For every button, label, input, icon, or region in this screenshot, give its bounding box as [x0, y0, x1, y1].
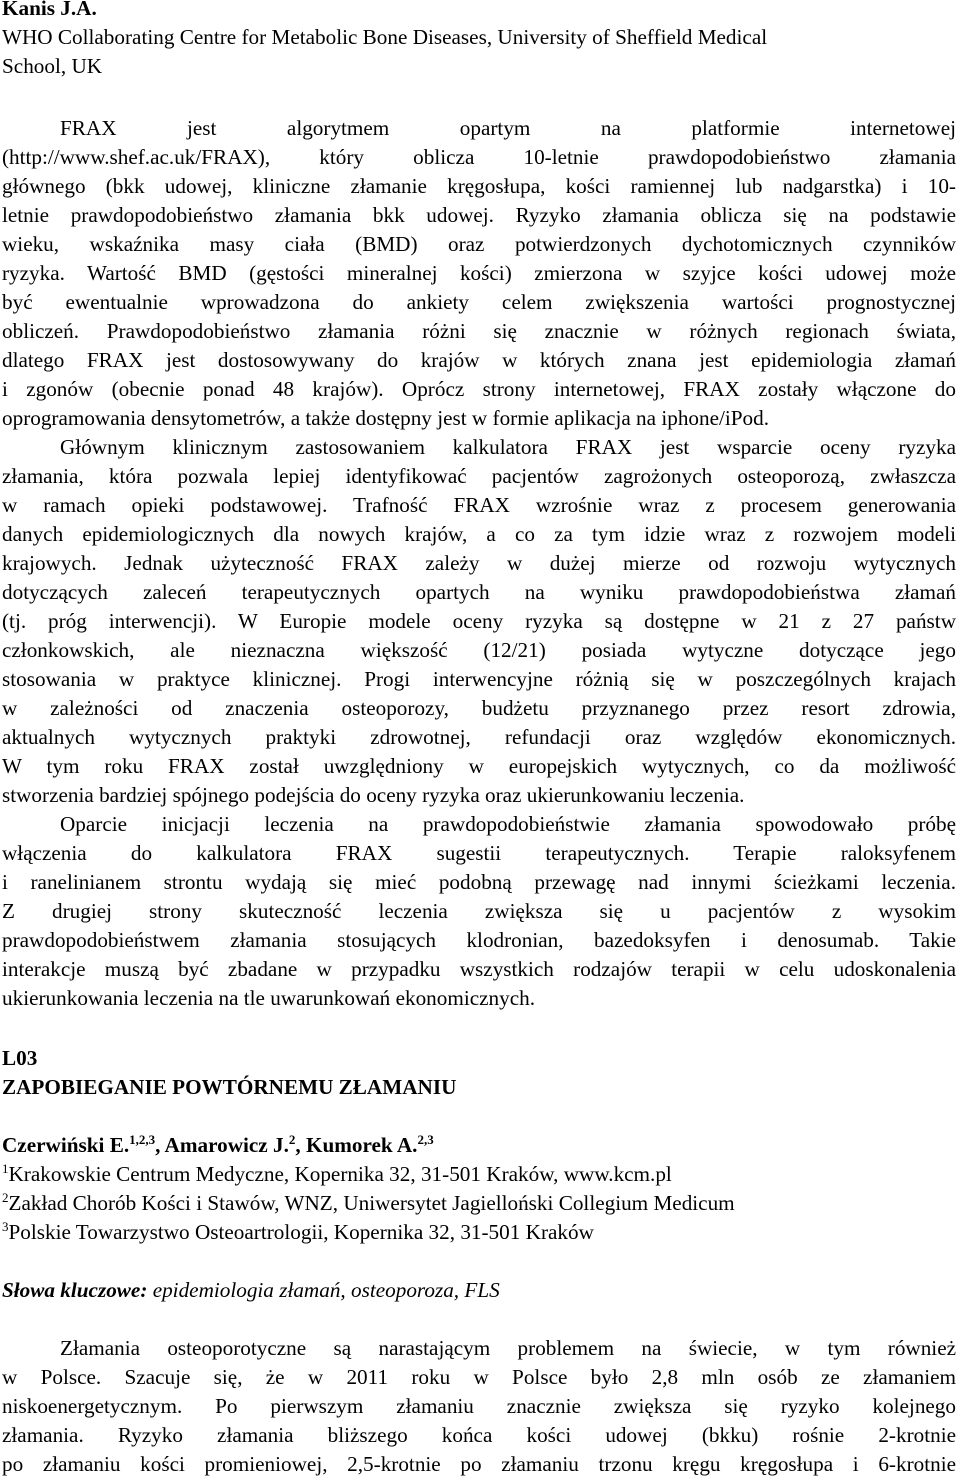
body-line: stosowania w praktyce klinicznej. Progi interwencyjne różnią się w poszczególnych krajach: [2, 667, 956, 691]
body-line: letnie prawdopodobieństwo złamania bkk udowej. Ryzyko złamania oblicza się na podstawie: [2, 203, 956, 227]
body-line: W tym roku FRAX został uwzględniony w europejskich wytycznych, co da możliwość: [2, 754, 956, 778]
affiliation-line: School, UK: [2, 54, 103, 78]
body-line: FRAX jest algorytmem opartym na platformie internetowej: [60, 116, 956, 140]
body-line: stworzenia bardziej spójnego podejścia do oceny ryzyka oraz ukierunkowaniu leczenia.: [2, 783, 745, 807]
body-line: oprogramowania densytometrów, a także dostępny jest w formie aplikacja na iphone/iPod.: [2, 406, 770, 430]
keywords-label: Słowa kluczowe:: [2, 1278, 148, 1302]
section-title-block: [2, 1073, 956, 1102]
affiliation-line: $^2$Zakład Chorób Kości i Stawów, WNZ, Uniwersytet Jagielloński Collegium Medicum: [2, 1190, 735, 1215]
affiliation-line: WHO Collaborating Centre for Metabolic Bone Diseases, University of Sheffield Medical: [2, 25, 768, 49]
keywords-line: [2, 1276, 956, 1305]
affiliation-number: 2: [2, 1190, 9, 1205]
affiliation-line: $^3$Polskie Towarzystwo Osteoartrologii, Kopernika 32, 31-501 Kraków: [2, 1219, 594, 1244]
keywords-block: [2, 1276, 956, 1305]
body-line: w zależności od znaczenia osteoporozy, budżetu przyznanego przez resort zdrowia,: [2, 696, 956, 720]
body-line: (tj. próg interwencji). W Europie modele oceny ryzyka są dostępne w 21 z 27 państw: [2, 609, 956, 633]
body-line: krajowych. Jednak użyteczność FRAX zależy w dużej mierze od rozwoju wytycznych: [2, 551, 956, 575]
body-line: danych epidemiologicznych dla nowych krajów, a co za tym idzie wraz z rozwojem modeli: [2, 522, 956, 546]
affiliation-number: 1: [2, 1161, 9, 1176]
body-line: dlatego FRAX jest dostosowywany do krajów w których znana jest epidemiologia złamań: [2, 348, 956, 372]
body-line: po złamaniu kości promieniowej, 2,5-krotnie po złamaniu trzonu kręgu kręgosłupa i 6-krotnie: [2, 1452, 956, 1476]
body-line: (http://www.shef.ac.uk/FRAX), który oblicza 10-letnie prawdopodobieństwo złamania: [2, 145, 956, 169]
body-line: być ewentualnie wprowadzona do ankiety celem zwiększenia wartości prognostycznej: [2, 290, 956, 314]
affiliation-line: $^1$Krakowskie Centrum Medyczne, Kopernika 32, 31-501 Kraków, www.kcm.pl: [2, 1161, 672, 1186]
body-line: głównego (bkk udowej, kliniczne złamanie kręgosłupa, kości ramiennej lub nadgarstka) i 10-: [2, 174, 956, 198]
body-line: Złamania osteoporotyczne są narastającym problemem na świecie, w tym również: [60, 1336, 956, 1360]
author-name: , Amarowicz J.: [155, 1133, 289, 1157]
body-line: złamania. Ryzyko złamania bliższego końca kości udowej (bkku) rośnie 2-krotnie: [2, 1423, 956, 1447]
body-line: ukierunkowania leczenia na tle uwarunkowań ekonomicznych.: [2, 986, 536, 1010]
author-superscript: 1,2,3: [129, 1132, 156, 1147]
abstract-title: ZAPOBIEGANIE POWTÓRNEMU ZŁAMANIU: [2, 1075, 457, 1099]
abstract-code: L03: [2, 1046, 38, 1070]
body-line: ryzyka. Wartość BMD (gęstości mineralnej kości) zmierzona w szyjce kości udowej może: [2, 261, 956, 285]
body-line: interakcje muszą być zbadane w przypadku wszystkich rodzajów terapii w celu udoskonalenia: [2, 957, 956, 981]
authors-block: [2, 1131, 956, 1247]
body-line: w Polsce. Szacuje się, że w 2011 roku w Polsce było 2,8 mln osób ze złamaniem: [2, 1365, 956, 1389]
body-line: Oparcie inicjacji leczenia na prawdopodobieństwie złamania spowodowało próbę: [60, 812, 956, 836]
body-line: Z drugiej strony skuteczność leczenia zwiększa się u pacjentów z wysokim: [2, 899, 956, 923]
body-line: niskoenergetycznym. Po pierwszym złamaniu znacznie zwiększa się ryzyko kolejnego: [2, 1394, 956, 1418]
body-line: członkowskich, ale nieznaczna większość (12/21) posiada wytyczne dotyczące jego: [2, 638, 956, 662]
author-superscript: 2: [288, 1132, 296, 1147]
body-line: prawdopodobieństwem złamania stosujących klodronian, bazedoksyfen i denosumab. Takie: [2, 928, 956, 952]
body-line: w ramach opieki podstawowej. Trafność FRAX wzrośnie wraz z procesem generowania: [2, 493, 956, 517]
affiliation-number: 3: [2, 1219, 9, 1234]
author-superscript: 2,3: [417, 1132, 434, 1147]
body-line: włączenia do kalkulatora FRAX sugestii terapeutycznych. Terapie raloksyfenem: [2, 841, 956, 865]
author-name: Kanis J.A.: [2, 0, 97, 20]
keywords-text: epidemiologia złamań, osteoporoza, FLS: [147, 1278, 500, 1302]
body-line: Głównym klinicznym zastosowaniem kalkulatora FRAX jest wsparcie oceny ryzyka: [60, 435, 956, 459]
body-line: obliczeń. Prawdopodobieństwo złamania różni się znacznie w różnych regionach świata,: [2, 319, 956, 343]
body-line: dotyczących zaleceń terapeutycznych opartych na wyniku prawdopodobieństwa złamań: [2, 580, 956, 604]
body-line: wieku, wskaźnika masy ciała (BMD) oraz potwierdzonych dychotomicznych czynników: [2, 232, 956, 256]
abstract-header: [2, 0, 956, 81]
section-body: [2, 1334, 956, 1479]
author-list: [2, 1131, 956, 1160]
body-line: i zgonów (obecnie ponad 48 krajów). Oprócz strony internetowej, FRAX zostały włączone do: [2, 377, 956, 401]
body-line: i ranelinianem strontu wydają się mieć podobną przewagę nad innymi ścieżkami leczenia.: [2, 870, 956, 894]
body-line: złamania, która pozwala lepiej identyfikować pacjentów zagrożonych osteoporozą, zwłaszcza: [2, 464, 956, 488]
author-name: , Kumorek A.: [295, 1133, 418, 1157]
abstract-body: [2, 114, 956, 1013]
author-name: Czerwiński E.: [2, 1133, 130, 1157]
body-line: aktualnych wytycznych praktyki zdrowotnej, refundacji oraz względów ekonomicznych.: [2, 725, 956, 749]
section-code: [2, 1044, 956, 1073]
